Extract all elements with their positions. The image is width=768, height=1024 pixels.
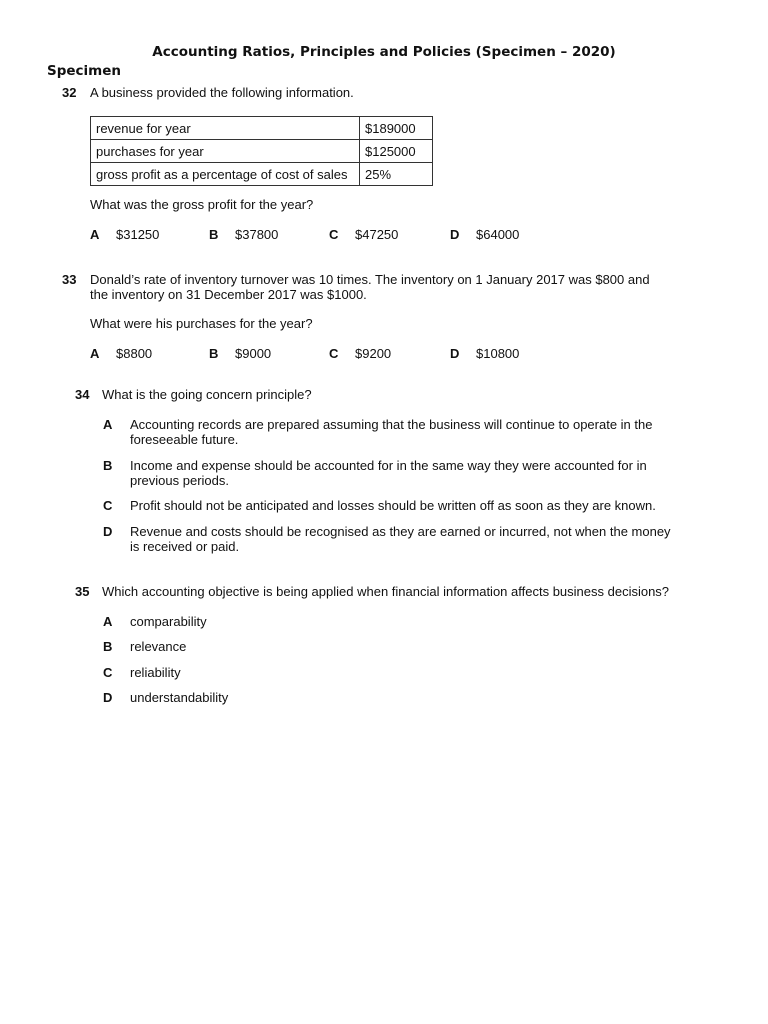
option-text-line-1: Revenue and costs should be recognised as they are earned or incurred, not when the money (130, 524, 671, 539)
question-text: What is the going concern principle? (102, 387, 312, 402)
question-stem-line-1: Donald’s rate of inventory turnover was 10 times. The inventory on 1 January 2017 was $800 and (90, 272, 650, 287)
option-letter: A (90, 346, 100, 361)
option-text-line-1: Accounting records are prepared assuming that the business will continue to operate in the (130, 417, 653, 432)
option-b[interactable] (209, 346, 271, 361)
table-row (91, 140, 433, 163)
option-text: reliability (130, 665, 181, 680)
option-text-line-2: previous periods. (130, 473, 229, 488)
option-a[interactable] (90, 227, 159, 242)
option-text: $8800 (116, 346, 153, 361)
option-text: $9000 (235, 346, 272, 361)
option-b[interactable] (209, 227, 278, 242)
table-cell-label: purchases for year (91, 140, 360, 163)
option-letter: C (329, 227, 339, 242)
table-cell-label: gross profit as a percentage of cost of sales (91, 163, 360, 186)
page-title: Accounting Ratios, Principles and Policies (Specimen – 2020) (152, 44, 616, 60)
option-letter: D (450, 346, 460, 361)
option-text: relevance (130, 639, 187, 654)
question-stem: A business provided the following information. (90, 85, 354, 100)
question-stem-line-2: the inventory on 31 December 2017 was $1000. (90, 287, 367, 302)
option-a[interactable] (90, 346, 152, 361)
option-letter: C (329, 346, 339, 361)
option-text-line-1: Income and expense should be accounted for in the same way they were accounted for in (130, 458, 647, 473)
option-letter: C (103, 665, 113, 680)
table-row (91, 163, 433, 186)
option-text: $10800 (476, 346, 520, 361)
option-text: $37800 (235, 227, 279, 242)
question-number: 33 (62, 272, 77, 287)
question-number: 34 (75, 387, 90, 402)
option-text: $47250 (355, 227, 399, 242)
question-text: Which accounting objective is being applied when financial information affects business decisions? (102, 584, 670, 599)
question-number: 35 (75, 584, 90, 599)
option-text: comparability (130, 614, 207, 629)
option-d[interactable] (450, 227, 519, 242)
info-table (90, 116, 433, 186)
option-letter: C (103, 498, 113, 513)
option-letter: B (209, 227, 219, 242)
option-text-line-2: is received or paid. (130, 539, 240, 554)
option-text: $31250 (116, 227, 160, 242)
question-text: What was the gross profit for the year? (90, 197, 314, 212)
question-text: What were his purchases for the year? (90, 316, 313, 331)
option-text-line-1: Profit should not be anticipated and losses should be written off as soon as they are known. (130, 498, 656, 513)
option-letter: D (450, 227, 460, 242)
table-cell-value: $189000 (360, 117, 433, 140)
option-text-line-2: foreseeable future. (130, 432, 239, 447)
option-letter: A (90, 227, 100, 242)
table-cell-value: $125000 (360, 140, 433, 163)
option-c[interactable] (329, 346, 391, 361)
option-text: understandability (130, 690, 229, 705)
option-letter: B (103, 458, 113, 473)
option-letter: D (103, 690, 113, 705)
option-letter: D (103, 524, 113, 539)
option-letter: B (209, 346, 219, 361)
option-letter: A (103, 417, 113, 432)
table-cell-label: revenue for year (91, 117, 360, 140)
option-c[interactable] (329, 227, 398, 242)
option-text: $9200 (355, 346, 392, 361)
table-row (91, 117, 433, 140)
question-number: 32 (62, 85, 77, 100)
option-letter: B (103, 639, 113, 654)
section-label: Specimen (47, 63, 122, 79)
option-d[interactable] (450, 346, 519, 361)
table-cell-value: 25% (360, 163, 433, 186)
option-text: $64000 (476, 227, 520, 242)
option-letter: A (103, 614, 113, 629)
